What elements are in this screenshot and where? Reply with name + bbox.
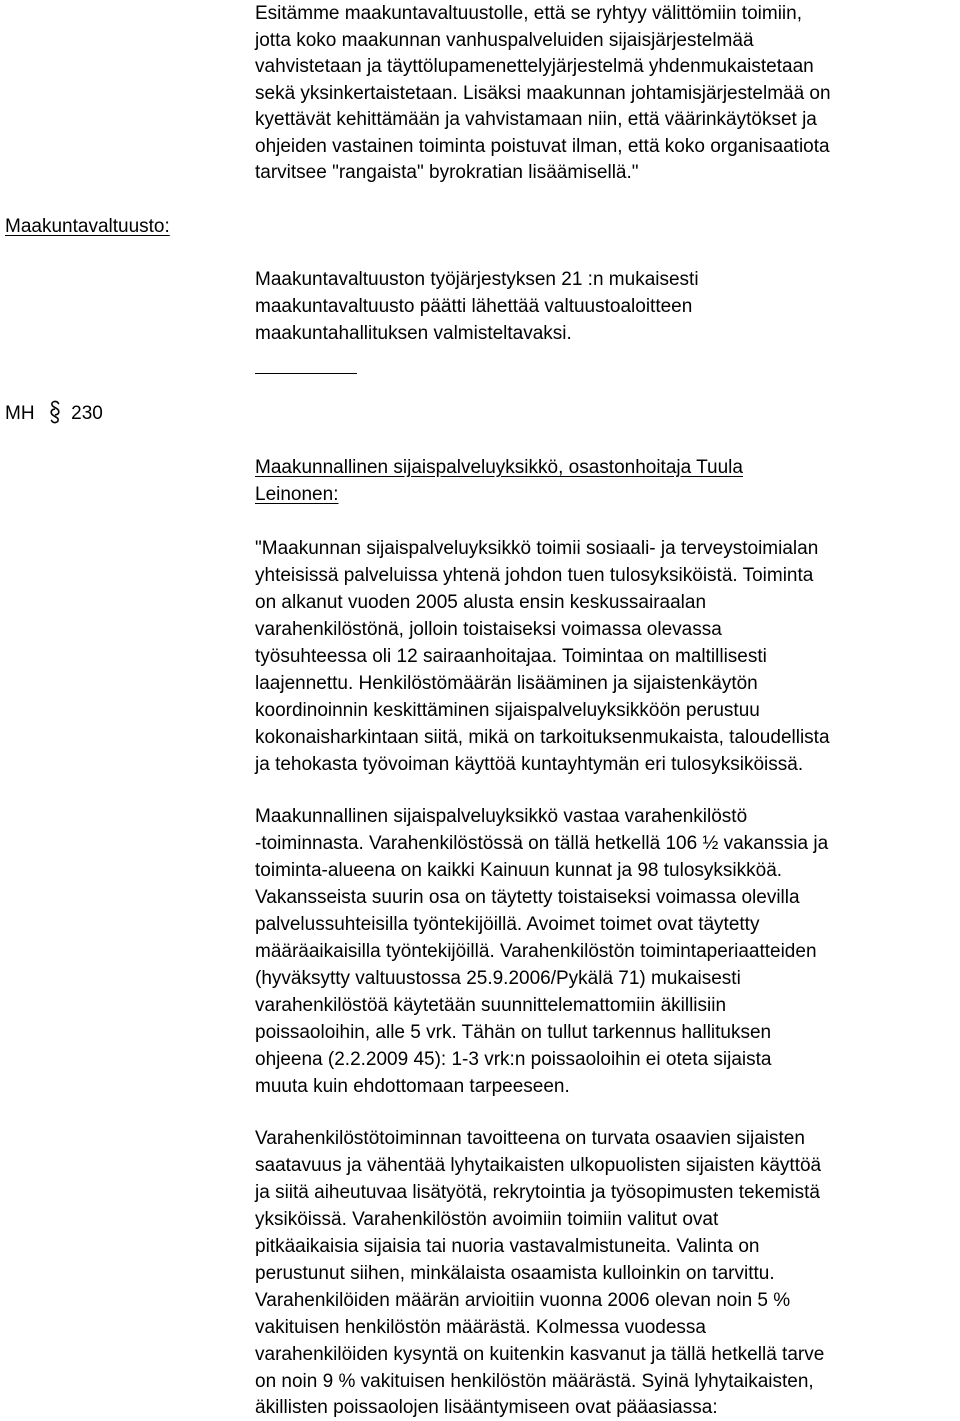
text-line: pitkäaikaisia sijaisia tai nuoria vastavalmistuneita. Valinta on <box>255 1236 760 1257</box>
text-line: perustunut siihen, minkälaista osaamista kulloinkin on tarvittu. <box>255 1263 775 1284</box>
text-line: sekä yksinkertaistetaan. Lisäksi maakunnan johtamisjärjestelmää on <box>255 82 831 104</box>
text-line: kyettävät kehittämään ja vahvistamaan niin, että väärinkäytökset ja <box>255 109 817 130</box>
text-line: on noin 9 % vakituisen henkilöstön määrästä. Syinä lyhytaikaisten, <box>255 1371 814 1392</box>
text-line: Maakunnallinen sijaispalveluyksikkö vastaa varahenkilöstö <box>255 806 748 827</box>
text-line: (hyväksytty valtuustossa 25.9.2006/Pykälä 71) mukaisesti <box>255 968 741 989</box>
section-sign-icon <box>48 400 62 424</box>
text-line: palvelussuhteisilla työntekijöillä. Avoimet toimet ovat täytetty <box>255 914 760 935</box>
section-number: 230 <box>71 403 103 424</box>
text-line: kokonaisharkintaan siitä, mikä on tarkoituksenmukaista, taloudellista <box>255 727 830 748</box>
text-line: "Maakunnan sijaispalveluyksikkö toimii sosiaali- ja terveystoimialan <box>255 538 819 559</box>
heading-line: Leinonen: <box>255 484 339 505</box>
council-label: Maakuntavaltuusto: <box>5 216 170 237</box>
text-line: muuta kuin ehdottomaan tarpeeseen. <box>255 1076 570 1097</box>
text-line: ohjeena (2.2.2009 45): 1-3 vrk:n poissaoloihin ei oteta sijaista <box>255 1049 772 1070</box>
text-line: varahenkilöstöä käytetään suunnittelemattomiin äkillisiin <box>255 995 727 1016</box>
text-line: laajennettu. Henkilöstömäärän lisääminen ja sijaistenkäytön <box>255 673 758 694</box>
section-id: MH <box>5 403 35 424</box>
text-line: varahenkilöstönä, jolloin toistaiseksi voimassa olevassa <box>255 619 722 640</box>
text-line: vahvistetaan ja täyttölupamenettelyjärjestelmä yhdenmukaistetaan <box>255 56 814 77</box>
text-line: toiminta-alueena on kaikki Kainuun kunnat ja 98 tulosyksikköä. <box>255 860 783 881</box>
text-line: työsuhteessa oli 12 sairaanhoitajaa. Toimintaa on maltillisesti <box>255 646 767 667</box>
text-line: maakuntavaltuusto päätti lähettää valtuustoaloitteen <box>255 296 693 317</box>
section-separator <box>255 373 357 374</box>
text-line: maakuntahallituksen valmisteltavaksi. <box>255 323 572 344</box>
text-line: Vakansseista suurin osa on täytetty toistaiseksi voimassa olevilla <box>255 887 800 908</box>
text-line: yksiköissä. Varahenkilöstön avoimiin toimiin valitut ovat <box>255 1209 719 1230</box>
text-line: vakituisen henkilöstön määrästä. Kolmessa vuodessa <box>255 1317 706 1338</box>
text-line: saatavuus ja vähentää lyhytaikaisten ulkopuolisten sijaisten käyttöä <box>255 1155 822 1176</box>
text-line: varahenkilöiden kysyntä on kuitenkin kasvanut ja tällä hetkellä tarve <box>255 1344 825 1365</box>
text-line: on alkanut vuoden 2005 alusta ensin keskussairaalan <box>255 592 707 613</box>
text-line: ohjeiden vastainen toiminta poistuvat ilman, että koko organisaatiota <box>255 135 830 157</box>
text-line: tarvitsee "rangaista" byrokratian lisäämisellä." <box>255 162 639 183</box>
text-line: ja siitä aiheutuvaa lisätyötä, rekrytointia ja työsopimusten tekemistä <box>255 1182 820 1203</box>
text-line: määräaikaisilla työntekijöillä. Varahenkilöstön toimintaperiaatteiden <box>255 941 817 962</box>
text-line: äkillisten poissaolojen lisääntymiseen ovat pääasiassa: <box>255 1397 718 1418</box>
text-line: yhteisissä palveluissa yhtenä johdon tuen tulosyksiköistä. Toiminta <box>255 565 814 586</box>
text-line: ja tehokasta työvoiman käyttöä kuntayhtymän eri tulosyksiköissä. <box>255 754 804 775</box>
text-line: Esitämme maakuntavaltuustolle, että se ryhtyy välittömiin toimiin, <box>255 3 802 24</box>
text-line: Maakuntavaltuuston työjärjestyksen 21 :n mukaisesti <box>255 269 699 290</box>
heading-line: Maakunnallinen sijaispalveluyksikkö, osastonhoitaja Tuula <box>255 457 743 478</box>
text-line: -toiminnasta. Varahenkilöstössä on tällä hetkellä 106 ½ vakanssia ja <box>255 833 829 854</box>
text-line: Varahenkilöiden määrän arvioitiin vuonna 2006 olevan noin 5 % <box>255 1290 791 1311</box>
text-line: poissaoloihin, alle 5 vrk. Tähän on tullut tarkennus hallituksen <box>255 1022 772 1043</box>
section-marker <box>5 400 103 427</box>
text-line: Varahenkilöstötoiminnan tavoitteena on turvata osaavien sijaisten <box>255 1128 805 1149</box>
text-line: jotta koko maakunnan vanhuspalveluiden sijaisjärjestelmää <box>255 29 754 51</box>
text-line: koordinoinnin keskittäminen sijaispalveluyksikköön perustuu <box>255 700 760 721</box>
